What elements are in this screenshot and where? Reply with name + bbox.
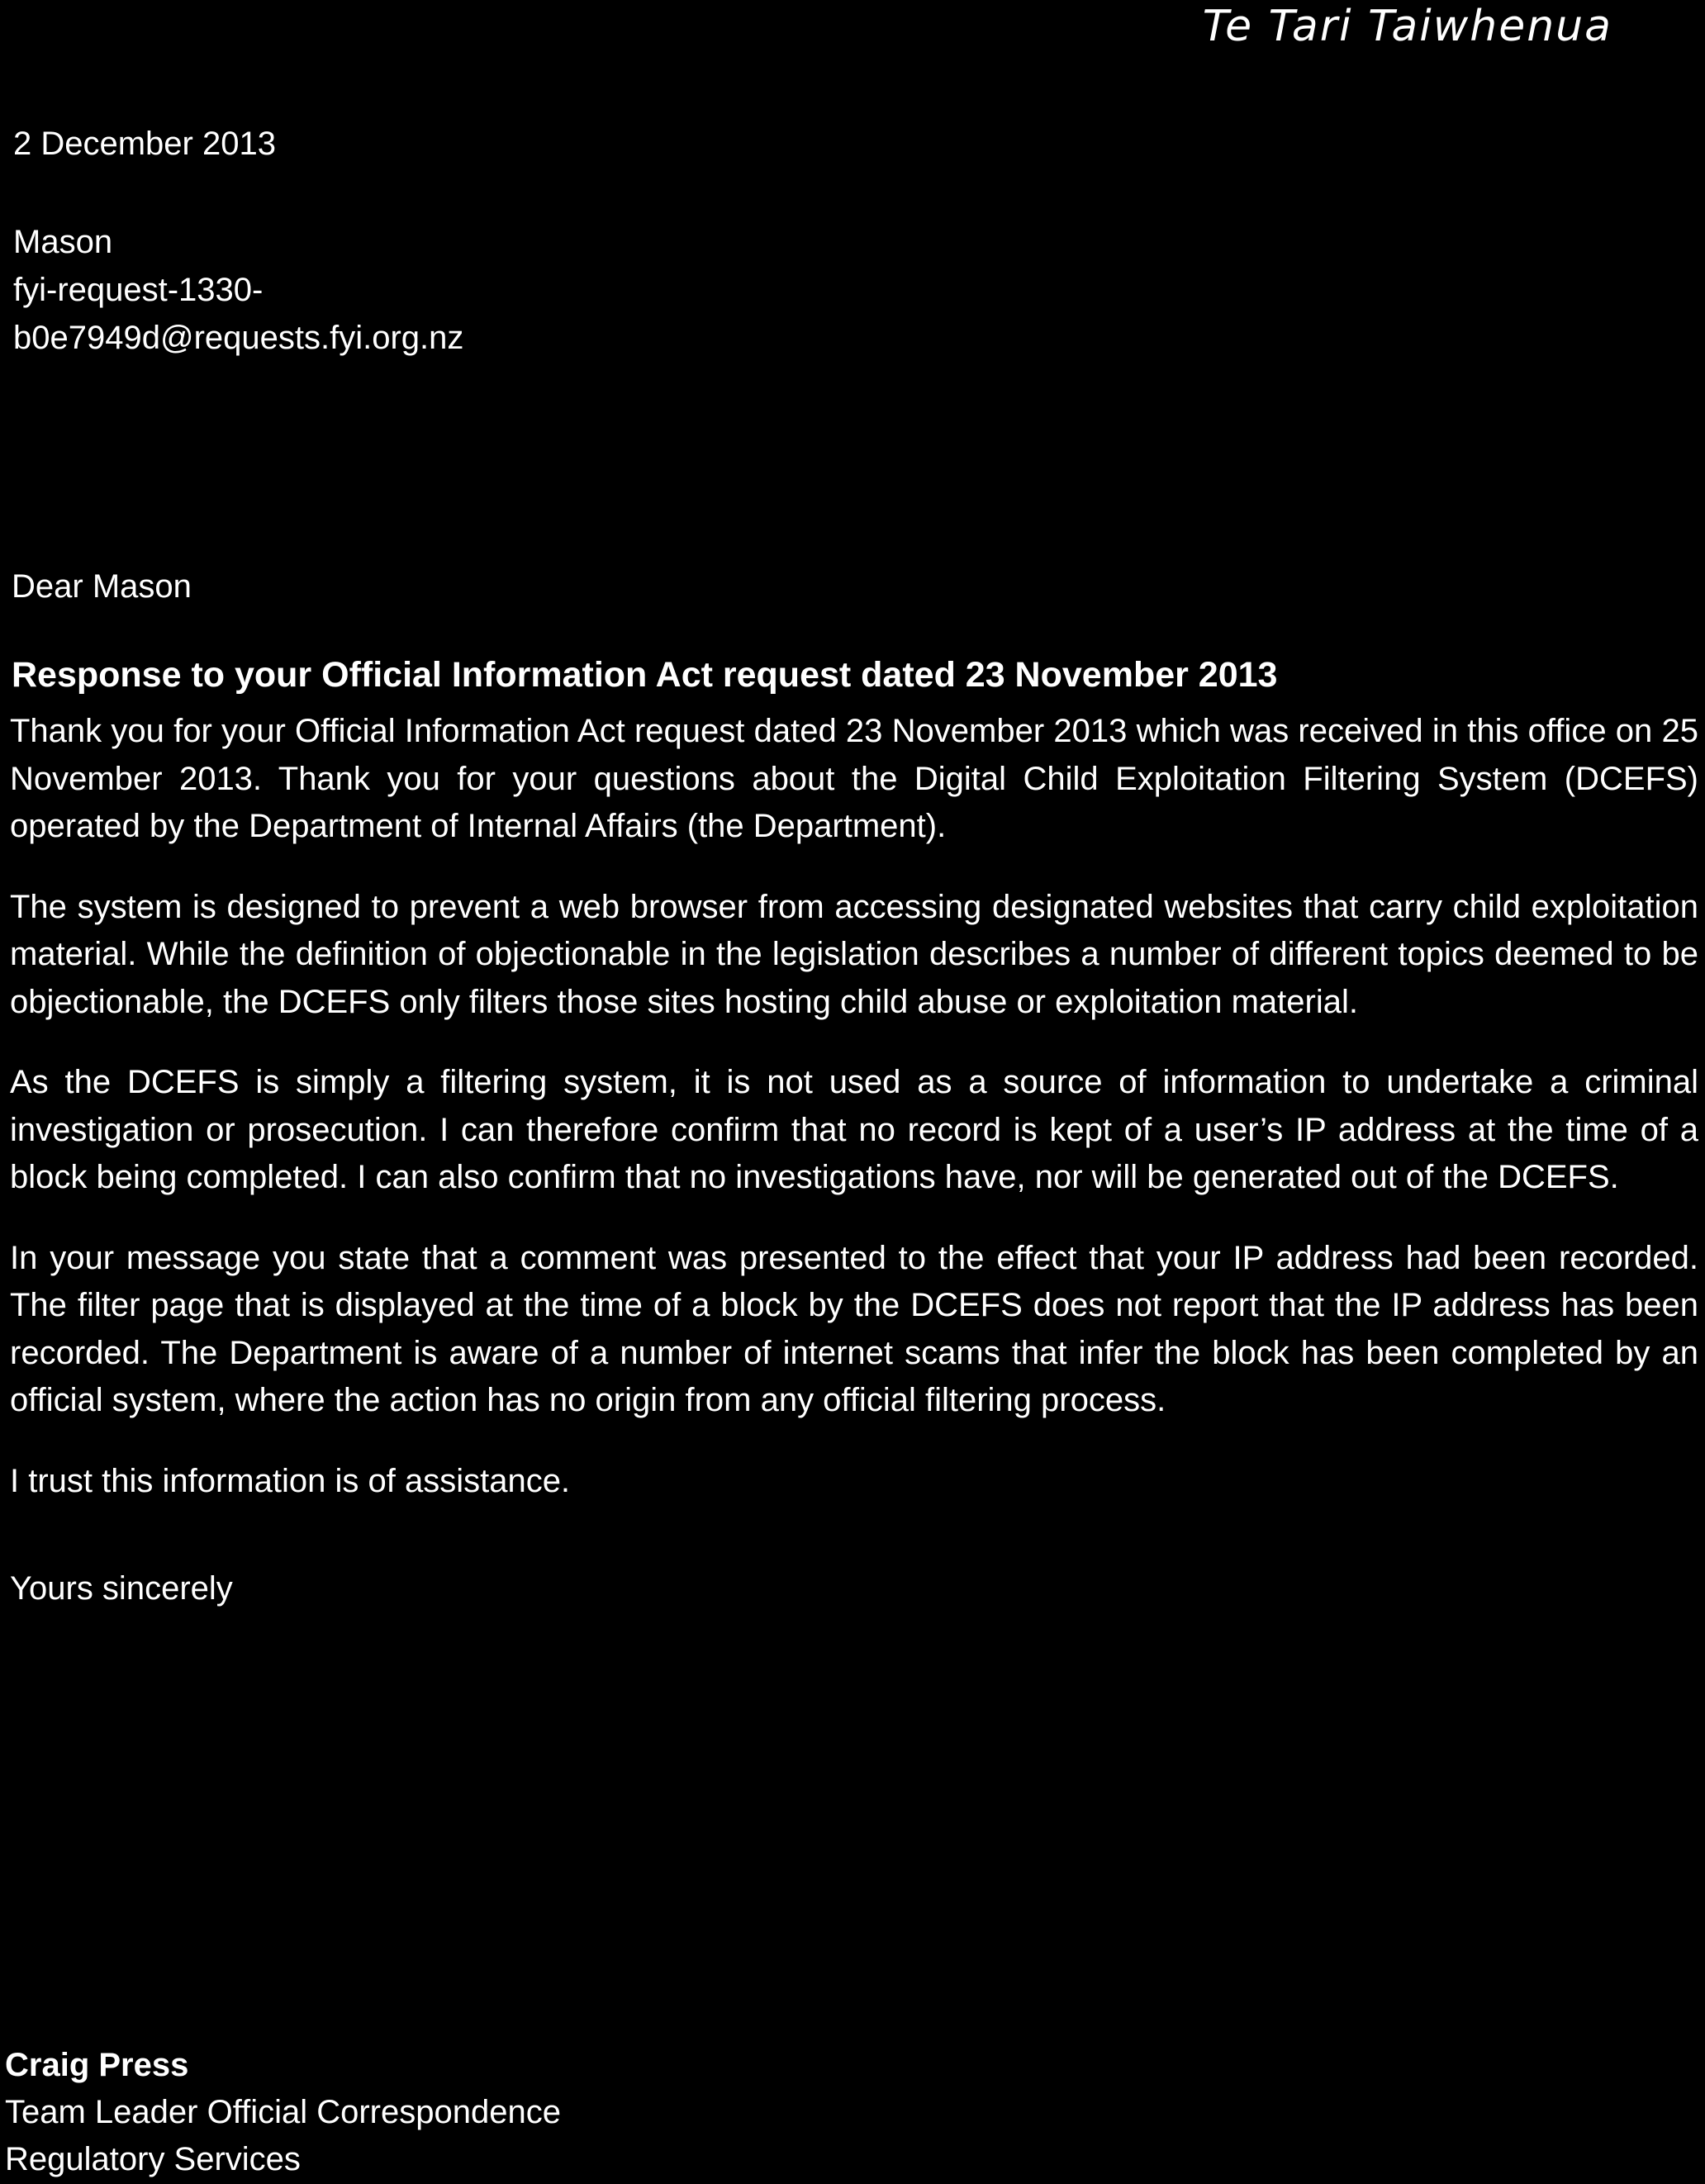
recipient-email-line-1: fyi-request-1330- [13, 272, 264, 308]
signature-block [5, 2042, 561, 2183]
body-paragraph-4: In your message you state that a comment was presented to the effect that your IP address had been recorded. The filter page that is displayed at the time of a block by the DCEFS does not report that the IP address has been recorded. The Department is aware of a number of internet scams that infer the block has been completed by an official system, where the action has no origin from any official filtering process. [10, 1239, 1698, 1418]
subject-heading: Response to your Official Information Act request dated 23 November 2013 [12, 655, 1278, 695]
recipient-block [13, 218, 463, 362]
letter-body [10, 708, 1698, 1538]
signoff: Yours sincerely [10, 1570, 233, 1607]
organization-name: Te Tari Taiwhenua [1202, 2, 1612, 51]
salutation: Dear Mason [12, 568, 192, 605]
body-paragraph-1: Thank you for your Official Information Act request dated 23 November 2013 which was received in this office on 25 November 2013. Thank you for your questions about the Digital Child Exploitation Filtering System (DCEFS) operated by the Department of Internal Affairs (the Department). [10, 713, 1698, 844]
signatory-title: Team Leader Official Correspondence [5, 2094, 561, 2130]
body-paragraph-5: I trust this information is of assistance. [10, 1462, 571, 1499]
body-paragraph-2: The system is designed to prevent a web browser from accessing designated websites that carry child exploitation material. While the definition of objectionable in the legislation describes a number of different topics deemed to be objectionable, the DCEFS only filters those sites hosting child abuse or exploitation material. [10, 888, 1698, 1020]
letter-date: 2 December 2013 [13, 126, 276, 162]
body-paragraph-3: As the DCEFS is simply a filtering system, it is not used as a source of information to undertake a criminal investigation or prosecution. I can therefore confirm that no record is kept of a user’s IP address at the time of a block being completed. I can also confirm that no investigations have, nor will be generated out of the DCEFS. [10, 1064, 1698, 1195]
signatory-department: Regulatory Services [5, 2141, 301, 2177]
recipient-name: Mason [13, 224, 113, 260]
signatory-name: Craig Press [5, 2047, 189, 2083]
recipient-email-line-2: b0e7949d@requests.fyi.org.nz [13, 320, 464, 356]
